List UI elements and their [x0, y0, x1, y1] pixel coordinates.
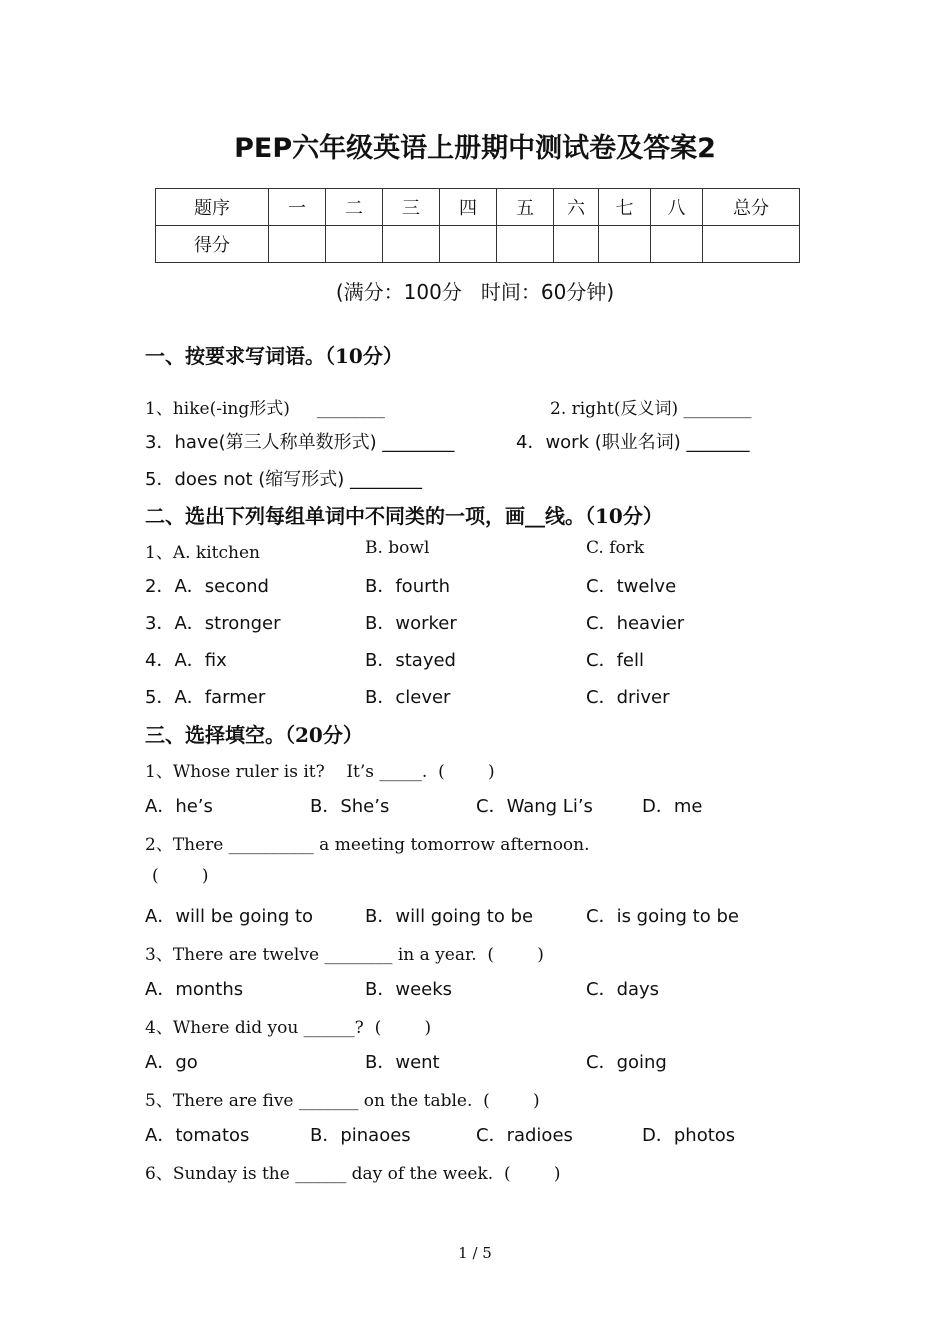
option-c: C．driver: [586, 687, 670, 708]
option-c: C．is going to be: [586, 906, 739, 927]
option-b: B．She’s: [310, 796, 390, 817]
option-b: B．will going to be: [365, 906, 534, 927]
option-a: A．months: [145, 979, 244, 1000]
page-number: 1 / 5: [458, 1244, 492, 1262]
score-header-cell: 题序: [156, 189, 269, 226]
score-header-cell: 二: [326, 189, 383, 226]
option-a: A．tomatos: [145, 1125, 250, 1146]
score-header-cell: 四: [440, 189, 497, 226]
score-table: [155, 188, 800, 263]
score-header-cell: 七: [599, 189, 651, 226]
score-table-score-row: [156, 226, 800, 263]
question-stem: 1、Whose ruler is it? It’s _____. ( ): [145, 762, 495, 782]
score-cell[interactable]: [326, 226, 383, 263]
score-cell[interactable]: [703, 226, 800, 263]
score-cell[interactable]: [497, 226, 554, 263]
option-a: 1、A. kitchen: [145, 543, 260, 563]
option-c: C．heavier: [586, 613, 685, 634]
option-a: 2．A．second: [145, 576, 269, 597]
option-b: B．weeks: [365, 979, 453, 1000]
option-a: 4．A．fix: [145, 650, 227, 671]
score-cell[interactable]: [599, 226, 651, 263]
option-c: C. fork: [586, 538, 645, 558]
option-c: C．twelve: [586, 576, 677, 597]
section1-question: 3．have(第三人称单数形式) ________: [145, 432, 455, 453]
option-a: A．go: [145, 1052, 198, 1073]
question-stem: 2、There __________ a meeting tomorrow afternoon.: [145, 835, 590, 855]
option-b: B．pinaoes: [310, 1125, 411, 1146]
score-header-cell: 一: [269, 189, 326, 226]
option-b: B．worker: [365, 613, 457, 634]
score-cell[interactable]: [554, 226, 599, 263]
option-c: C．radioes: [476, 1125, 573, 1146]
option-c: C．fell: [586, 650, 644, 671]
option-a: 3．A．stronger: [145, 613, 281, 634]
option-a: 5．A．farmer: [145, 687, 266, 708]
option-d: D．me: [642, 796, 703, 817]
section1-question: 2. right(反义词) ________: [550, 399, 752, 419]
score-header-cell: 总分: [703, 189, 800, 226]
option-b: B．fourth: [365, 576, 450, 597]
score-header-cell: 六: [554, 189, 599, 226]
option-c: C．days: [586, 979, 660, 1000]
score-cell[interactable]: [269, 226, 326, 263]
section1-heading: 一、按要求写词语。（10分）: [145, 344, 403, 368]
option-b: B. bowl: [365, 538, 430, 558]
score-cell[interactable]: [651, 226, 703, 263]
score-header-cell: 五: [497, 189, 554, 226]
score-cell[interactable]: [440, 226, 497, 263]
section2-heading: 二、选出下列每组单词中不同类的一项，画__线。（10分）: [145, 504, 663, 528]
score-header-cell: 八: [651, 189, 703, 226]
section3-heading: 三、选择填空。（20分）: [145, 723, 363, 747]
section1-question: 4．work (职业名词) _______: [516, 432, 750, 453]
answer-paren: ( ): [152, 866, 209, 886]
question-stem: 3、There are twelve ________ in a year. ( ): [145, 945, 544, 965]
score-header-cell: 三: [383, 189, 440, 226]
section1-question: 1、hike(-ing形式) ________: [145, 399, 385, 419]
option-b: B．clever: [365, 687, 451, 708]
page-title: PEP六年级英语上册期中测试卷及答案2: [234, 133, 716, 164]
exam-subtitle: (满分：100分 时间：60分钟): [335, 280, 615, 304]
option-c: C．Wang Li’s: [476, 796, 593, 817]
question-stem: 5、There are five _______ on the table. ( ): [145, 1091, 540, 1111]
question-stem: 4、Where did you ______? ( ): [145, 1018, 432, 1038]
score-table-header-row: [156, 189, 800, 226]
score-row-label: 得分: [156, 226, 269, 263]
option-b: B．stayed: [365, 650, 456, 671]
option-a: A．he’s: [145, 796, 213, 817]
option-b: B．went: [365, 1052, 440, 1073]
question-stem: 6、Sunday is the ______ day of the week. ( ): [145, 1164, 561, 1184]
section1-question: 5．does not (缩写形式) ________: [145, 469, 423, 490]
option-c: C．going: [586, 1052, 667, 1073]
option-a: A．will be going to: [145, 906, 314, 927]
option-d: D．photos: [642, 1125, 736, 1146]
score-cell[interactable]: [383, 226, 440, 263]
